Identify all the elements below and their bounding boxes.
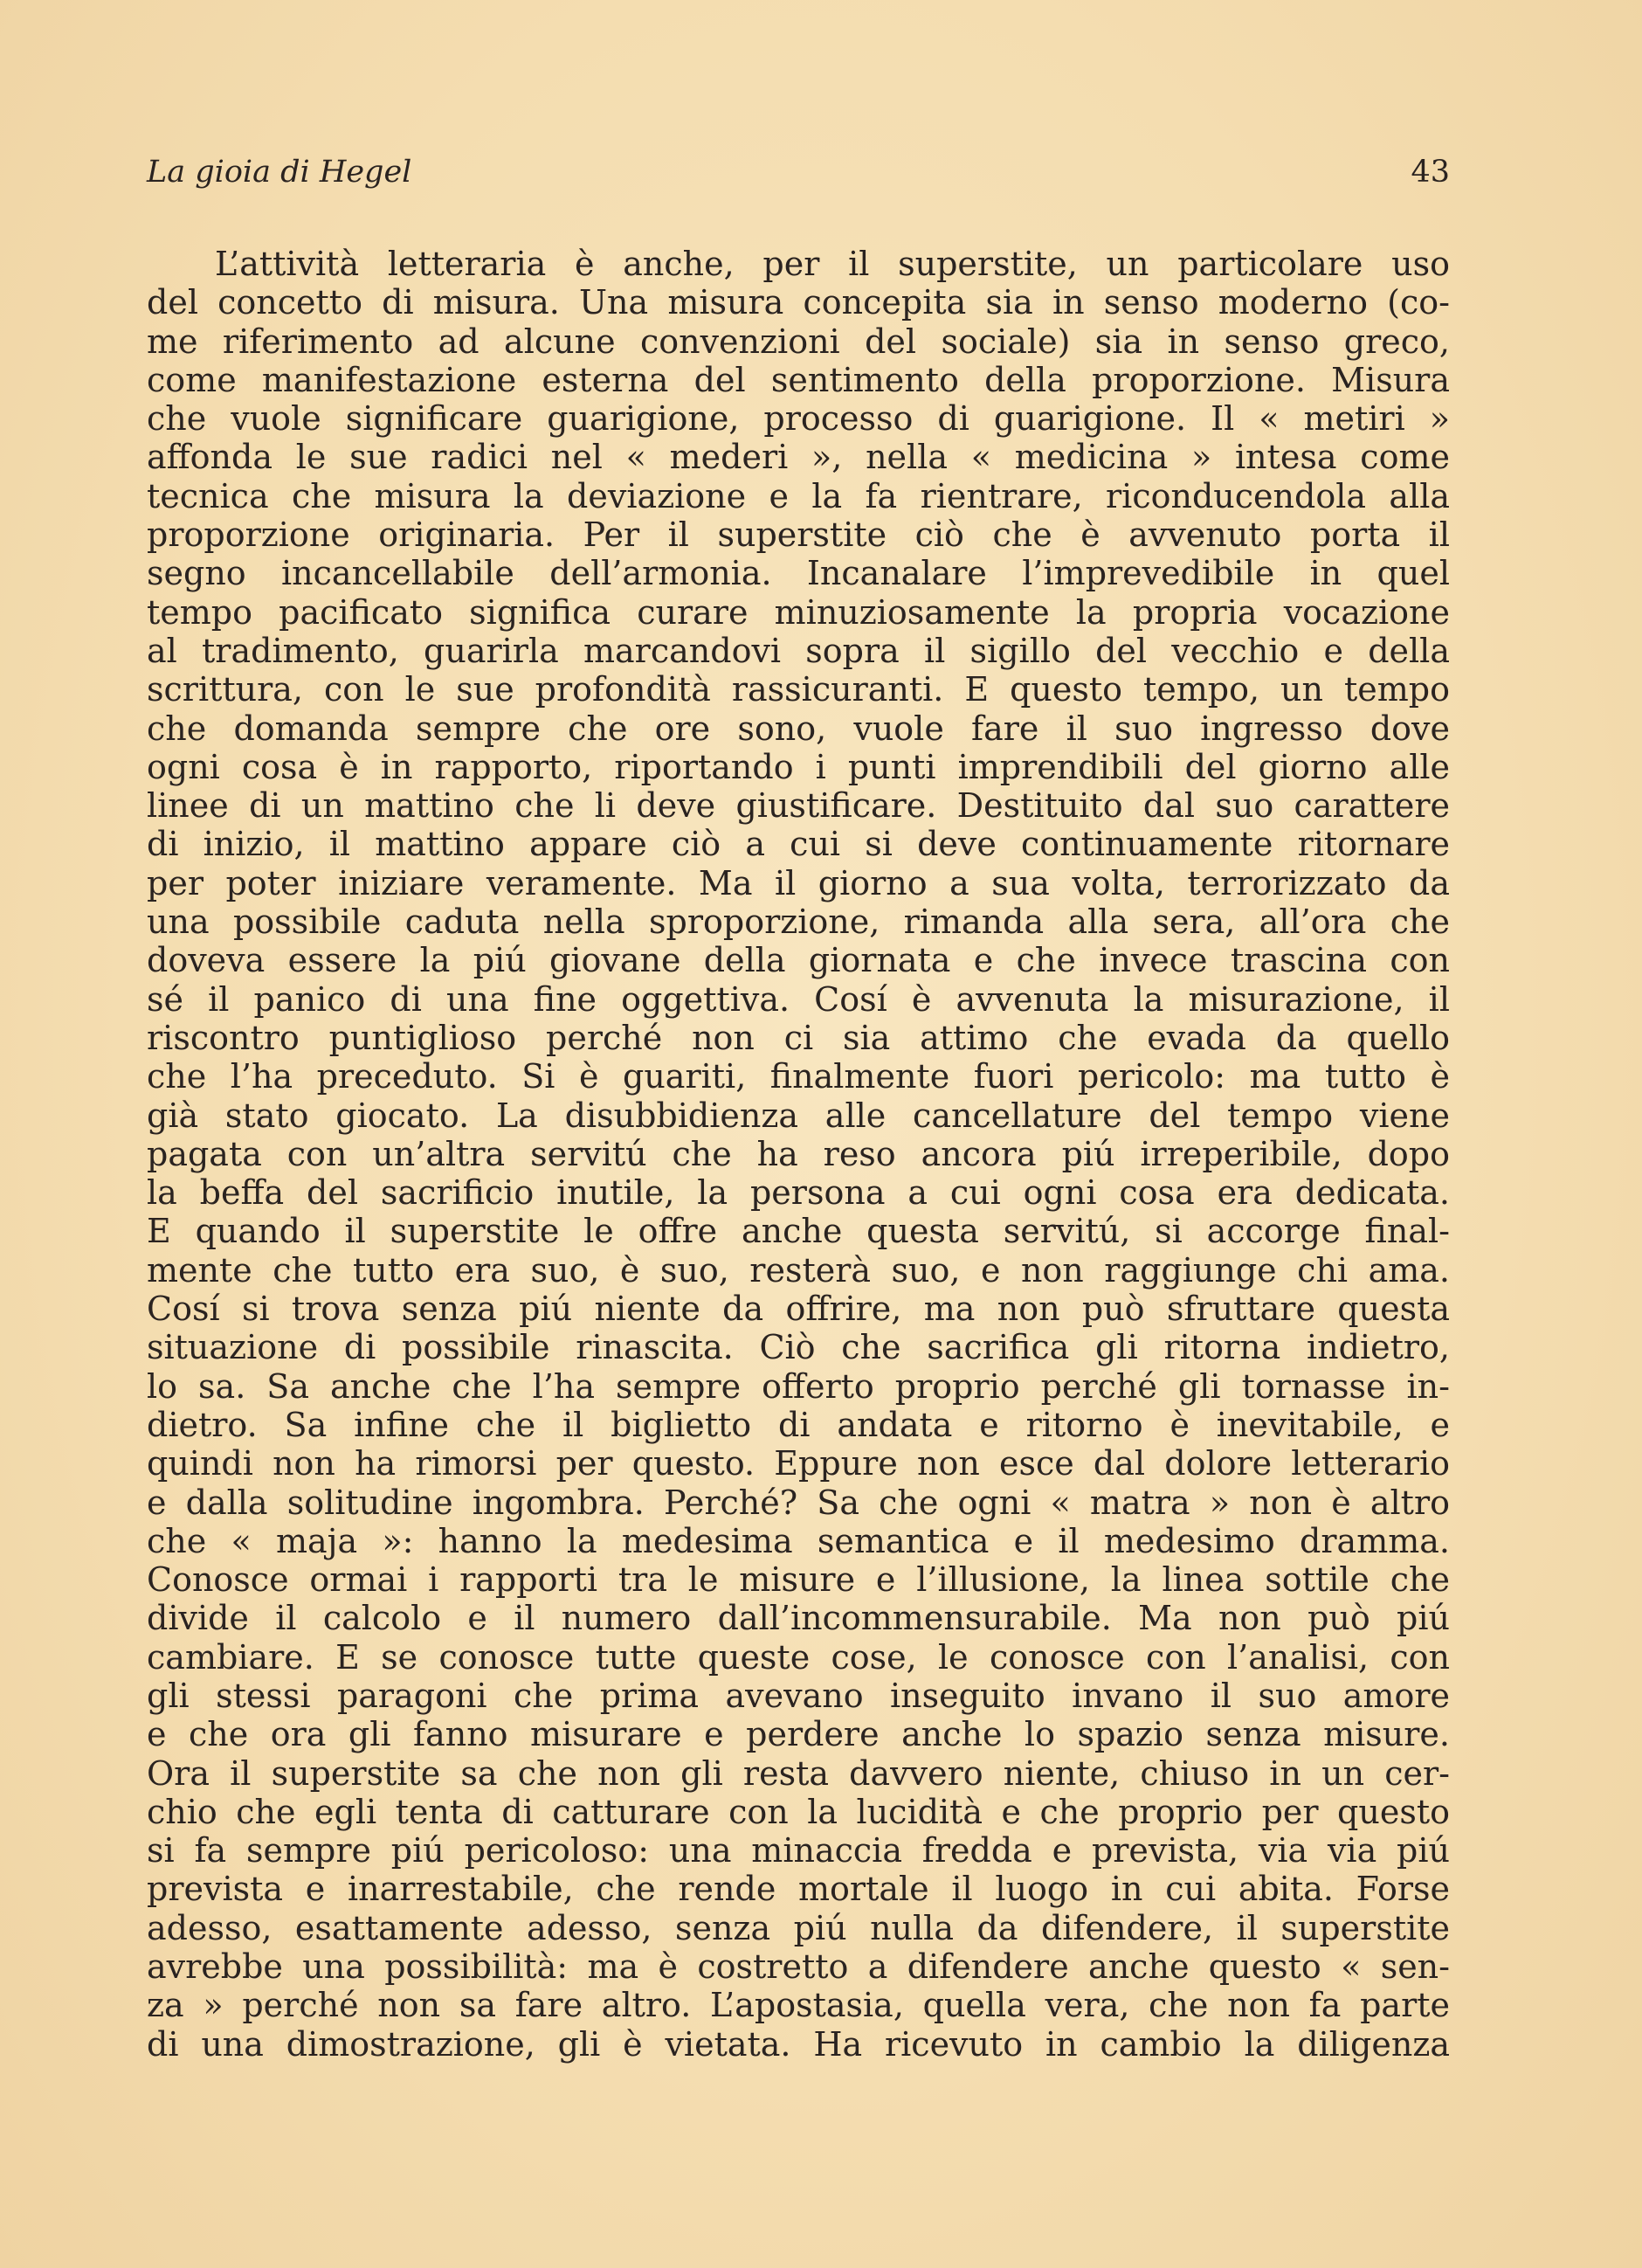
text-line: mente che tutto era suo, è suo, resterà suo, e non raggiunge chi ama. bbox=[147, 1250, 1450, 1290]
text-line: za » perché non sa fare altro. L’apostasia, quella vera, che non fa parte bbox=[147, 1986, 1450, 2025]
text-line: e dalla solitudine ingombra. Perché? Sa che ogni « matra » non è altro bbox=[147, 1483, 1450, 1522]
text-line: affonda le sue radici nel « mederi », nella « medicina » intesa come bbox=[147, 438, 1450, 477]
text-line: già stato giocato. La disubbidienza alle cancellature del tempo viene bbox=[147, 1096, 1450, 1135]
text-line: tecnica che misura la deviazione e la fa rientrare, riconducendola alla bbox=[147, 476, 1450, 515]
text-line: tempo pacificato significa curare minuziosamente la propria vocazione bbox=[147, 592, 1450, 632]
text-line: Ora il superstite sa che non gli resta davvero niente, chiuso in un cer- bbox=[147, 1753, 1450, 1793]
text-line: adesso, esattamente adesso, senza piú nulla da difendere, il superstite bbox=[147, 1908, 1450, 1947]
text-line: che domanda sempre che ore sono, vuole fare il suo ingresso dove bbox=[147, 709, 1450, 748]
text-line: ogni cosa è in rapporto, riportando i punti imprendibili del giorno alle bbox=[147, 747, 1450, 786]
text-line: Conosce ormai i rapporti tra le misure e l’illusione, la linea sottile che bbox=[147, 1560, 1450, 1600]
text-line: divide il calcolo e il numero dall’incommensurabile. Ma non può piú bbox=[147, 1599, 1450, 1638]
text-line: scrittura, con le sue profondità rassicuranti. E questo tempo, un tempo bbox=[147, 670, 1450, 709]
text-line: la beffa del sacrificio inutile, la persona a cui ogni cosa era dedicata. bbox=[147, 1173, 1450, 1213]
text-line: per poter iniziare veramente. Ma il giorno a sua volta, terrorizzato da bbox=[147, 863, 1450, 902]
body-paragraph bbox=[147, 245, 1450, 2064]
text-line: dietro. Sa infine che il biglietto di andata e ritorno è inevitabile, e bbox=[147, 1405, 1450, 1444]
text-line: cambiare. E se conosce tutte queste cose, le conosce con l’analisi, con bbox=[147, 1637, 1450, 1677]
text-line: me riferimento ad alcune convenzioni del sociale) sia in senso greco, bbox=[147, 322, 1450, 361]
text-line: di una dimostrazione, gli è vietata. Ha ricevuto in cambio la diligenza bbox=[147, 2024, 1450, 2064]
text-line: pagata con un’altra servitú che ha reso ancora piú irreperibile, dopo bbox=[147, 1134, 1450, 1173]
text-line: che vuole significare guarigione, processo di guarigione. Il « metiri » bbox=[147, 399, 1450, 439]
text-line: avrebbe una possibilità: ma è costretto a difendere anche questo « sen- bbox=[147, 1947, 1450, 1987]
text-line: proporzione originaria. Per il superstite ciò che è avvenuto porta il bbox=[147, 515, 1450, 555]
text-line: al tradimento, guarirla marcandovi sopra il sigillo del vecchio e della bbox=[147, 631, 1450, 670]
page-number: 43 bbox=[1411, 155, 1450, 190]
text-line: linee di un mattino che li deve giustificare. Destituito dal suo carattere bbox=[147, 786, 1450, 826]
text-line: lo sa. Sa anche che l’ha sempre offerto proprio perché gli tornasse in- bbox=[147, 1366, 1450, 1406]
text-line: di inizio, il mattino appare ciò a cui si deve continuamente ritornare bbox=[147, 825, 1450, 864]
text-line: E quando il superstite le offre anche questa servitú, si accorge final- bbox=[147, 1212, 1450, 1251]
text-line: come manifestazione esterna del sentimento della proporzione. Misura bbox=[147, 360, 1450, 399]
text-line: si fa sempre piú pericoloso: una minaccia fredda e prevista, via via piú bbox=[147, 1831, 1450, 1870]
text-line: una possibile caduta nella sproporzione, rimanda alla sera, all’ora che bbox=[147, 902, 1450, 942]
text-line: del concetto di misura. Una misura concepita sia in senso moderno (co- bbox=[147, 283, 1450, 322]
text-line: che l’ha preceduto. Si è guariti, finalmente fuori pericolo: ma tutto è bbox=[147, 1057, 1450, 1096]
text-line: doveva essere la piú giovane della giornata e che invece trascina con bbox=[147, 941, 1450, 980]
text-line: riscontro puntiglioso perché non ci sia attimo che evada da quello bbox=[147, 1018, 1450, 1057]
text-line: e che ora gli fanno misurare e perdere anche lo spazio senza misure. bbox=[147, 1715, 1450, 1754]
running-head bbox=[147, 150, 1450, 194]
text-line: situazione di possibile rinascita. Ciò che sacrifica gli ritorna indietro, bbox=[147, 1328, 1450, 1367]
text-line: Cosí si trova senza piú niente da offrire, ma non può sfruttare questa bbox=[147, 1290, 1450, 1329]
text-line: segno incancellabile dell’armonia. Incanalare l’imprevedibile in quel bbox=[147, 554, 1450, 593]
text-line: L’attività letteraria è anche, per il superstite, un particolare uso bbox=[215, 245, 1450, 283]
text-line: quindi non ha rimorsi per questo. Eppure non esce dal dolore letterario bbox=[147, 1444, 1450, 1483]
text-line: che « maja »: hanno la medesima semantica e il medesimo dramma. bbox=[147, 1521, 1450, 1560]
text-line: chio che egli tenta di catturare con la lucidità e che proprio per questo bbox=[147, 1792, 1450, 1831]
text-line: gli stessi paragoni che prima avevano inseguito invano il suo amore bbox=[147, 1676, 1450, 1715]
running-title: La gioia di Hegel bbox=[147, 155, 412, 190]
text-line: prevista e inarrestabile, che rende mortale il luogo in cui abita. Forse bbox=[147, 1870, 1450, 1909]
text-line: sé il panico di una fine oggettiva. Cosí è avvenuta la misurazione, il bbox=[147, 979, 1450, 1019]
